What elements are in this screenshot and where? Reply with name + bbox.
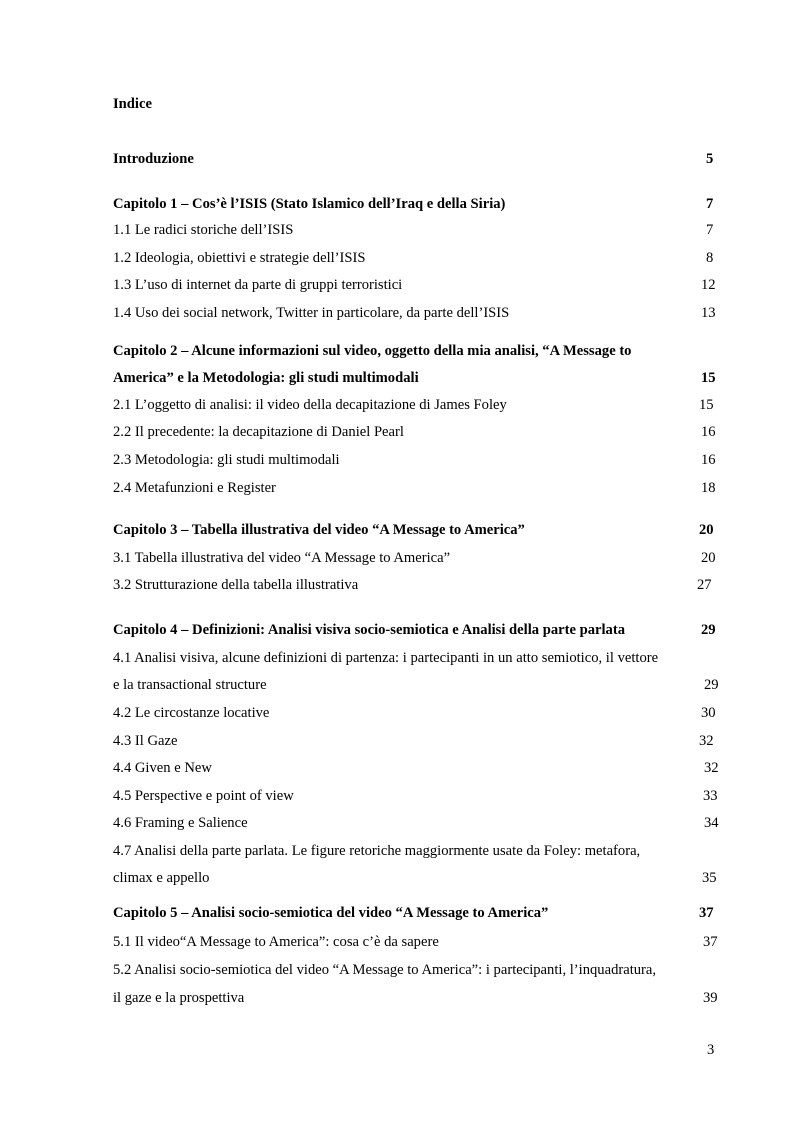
- toc-entry: [0, 675, 794, 695]
- toc-entry-page: 27: [697, 577, 712, 593]
- toc-entry: [0, 303, 794, 323]
- toc-entry-page: 15: [701, 370, 716, 386]
- toc-entry: [0, 395, 794, 415]
- toc-entry-page: 37: [703, 934, 718, 950]
- toc-entry-title: 1.1 Le radici storiche dell’ISIS: [113, 222, 294, 238]
- toc-entry: [0, 422, 794, 442]
- toc-entry-title: Capitolo 4 – Definizioni: Analisi visiva socio-semiotica e Analisi della parte parlata: [113, 622, 625, 638]
- toc-entry-title: 1.4 Uso dei social network, Twitter in particolare, da parte dell’ISIS: [113, 305, 510, 321]
- toc-entry-page: 16: [701, 424, 716, 440]
- toc-entry: [0, 248, 794, 268]
- toc-entry-title: climax e appello: [113, 870, 210, 886]
- toc-entry-title: 4.5 Perspective e point of view: [113, 788, 294, 804]
- toc-entry: [0, 220, 794, 240]
- toc-entry: [0, 450, 794, 470]
- toc-entry-title: 1.2 Ideologia, obiettivi e strategie dell’ISIS: [113, 250, 366, 266]
- toc-entry-title: 2.4 Metafunzioni e Register: [113, 480, 276, 496]
- toc-entry: [0, 960, 794, 980]
- toc-entry-title: 3.2 Strutturazione della tabella illustrativa: [113, 577, 359, 593]
- toc-entry-page: 12: [701, 277, 716, 293]
- toc-entry-title: 4.4 Given e New: [113, 760, 212, 776]
- toc-entry-title: 4.2 Le circostanze locative: [113, 705, 270, 721]
- toc-entry: [0, 813, 794, 833]
- toc-entry-page: 8: [706, 250, 714, 266]
- toc-entry-page: 5: [706, 151, 714, 167]
- toc-entry: [0, 341, 794, 361]
- toc-entry-title: Capitolo 5 – Analisi socio-semiotica del video “A Message to America”: [113, 905, 549, 921]
- toc-entry: [0, 932, 794, 952]
- toc-entry: [0, 194, 794, 214]
- toc-entry-title: 4.7 Analisi della parte parlata. Le figure retoriche maggiormente usate da Foley: metafora,: [113, 843, 641, 859]
- toc-entry-page: 35: [702, 870, 717, 886]
- toc-entry-page: 30: [701, 705, 716, 721]
- toc-entry: [0, 275, 794, 295]
- toc-entry-page: 29: [704, 677, 719, 693]
- toc-entry-title: America” e la Metodologia: gli studi multimodali: [113, 370, 419, 386]
- toc-entry-page: 39: [703, 990, 718, 1006]
- toc-entry: [0, 731, 794, 751]
- toc-entry-title: Capitolo 2 – Alcune informazioni sul video, oggetto della mia analisi, “A Message to: [113, 343, 632, 359]
- toc-entry-page: 33: [703, 788, 718, 804]
- toc-entry-title: 2.3 Metodologia: gli studi multimodali: [113, 452, 340, 468]
- toc-entry-title: il gaze e la prospettiva: [113, 990, 245, 1006]
- toc-heading: Indice: [113, 96, 152, 112]
- toc-entry: [0, 520, 794, 540]
- toc-entry-title: 1.3 L’uso di internet da parte di gruppi terroristici: [113, 277, 403, 293]
- toc-entry-title: 5.2 Analisi socio-semiotica del video “A Message to America”: i partecipanti, l’inquadratura,: [113, 962, 657, 978]
- toc-entry: [0, 478, 794, 498]
- toc-entry: [0, 703, 794, 723]
- toc-entry: [0, 841, 794, 861]
- toc-entry: [0, 903, 794, 923]
- toc-entry-title: e la transactional structure: [113, 677, 267, 693]
- toc-entry-page: 7: [706, 222, 714, 238]
- toc-entry: [0, 368, 794, 388]
- toc-entry-title: 4.6 Framing e Salience: [113, 815, 248, 831]
- toc-entry-title: Capitolo 3 – Tabella illustrativa del video “A Message to America”: [113, 522, 525, 538]
- toc-entry: [0, 988, 794, 1008]
- toc-entry-page: 13: [701, 305, 716, 321]
- toc-entry-page: 32: [699, 733, 714, 749]
- toc-entry-page: 15: [699, 397, 714, 413]
- toc-entry-title: 5.1 Il video“A Message to America”: cosa c’è da sapere: [113, 934, 439, 950]
- toc-entry-title: Introduzione: [113, 151, 194, 167]
- toc-entry-title: 3.1 Tabella illustrativa del video “A Message to America”: [113, 550, 451, 566]
- toc-entry-page: 20: [701, 550, 716, 566]
- toc-entry-page: 37: [699, 905, 714, 921]
- toc-entry: [0, 149, 794, 169]
- toc-entry-title: 4.3 Il Gaze: [113, 733, 178, 749]
- toc-entry: [0, 620, 794, 640]
- toc-entry-page: 7: [706, 196, 714, 212]
- toc-entry-page: 34: [704, 815, 719, 831]
- toc-entry: [0, 758, 794, 778]
- page-number: 3: [707, 1042, 715, 1058]
- toc-entry: [0, 786, 794, 806]
- toc-entry: [0, 575, 794, 595]
- toc-entry-page: 32: [704, 760, 719, 776]
- toc-entry: [0, 868, 794, 888]
- toc-entry-page: 29: [701, 622, 716, 638]
- toc-entry-title: 2.1 L’oggetto di analisi: il video della decapitazione di James Foley: [113, 397, 507, 413]
- toc-entry-page: 16: [701, 452, 716, 468]
- toc-entry-title: 2.2 Il precedente: la decapitazione di Daniel Pearl: [113, 424, 404, 440]
- toc-entry: [0, 648, 794, 668]
- toc-entry-title: Capitolo 1 – Cos’è l’ISIS (Stato Islamico dell’Iraq e della Siria): [113, 196, 506, 212]
- toc-entry: [0, 548, 794, 568]
- toc-entry-page: 20: [699, 522, 714, 538]
- toc-entry-page: 18: [701, 480, 716, 496]
- toc-entry-title: 4.1 Analisi visiva, alcune definizioni di partenza: i partecipanti in un atto semiotico, il vettore: [113, 650, 659, 666]
